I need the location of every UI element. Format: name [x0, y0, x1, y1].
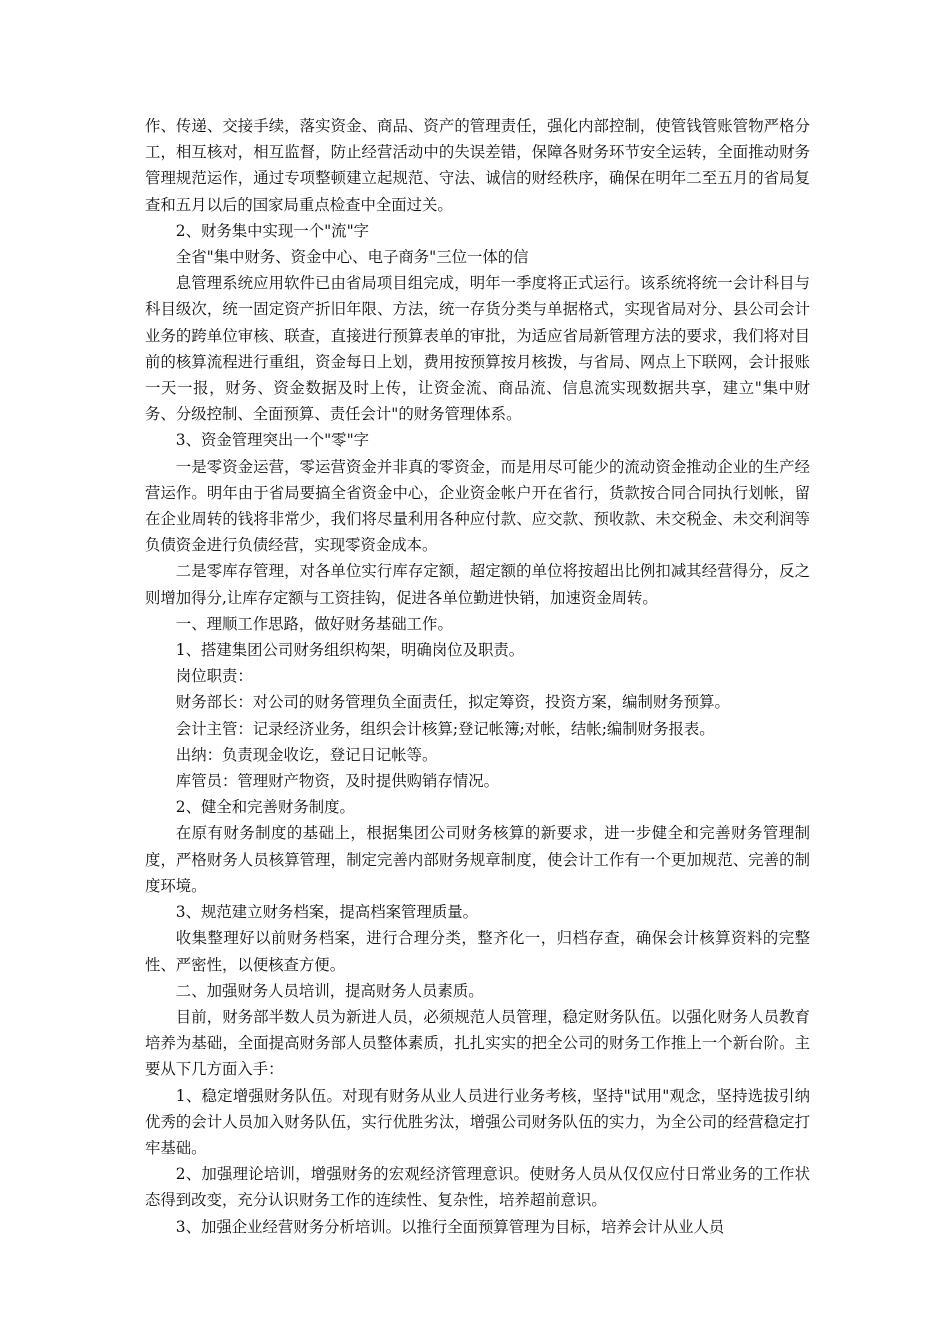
paragraph: 收集整理好以前财务档案，进行合理分类，整齐化一，归档存查，确保会计核算资料的完整性、严密性，以便核查方便。 [145, 929, 810, 974]
paragraph: 出纳：负责现金收讫，登记日记帐等。 [175, 745, 438, 764]
paragraph: 目前，财务部半数人员为新进人员，必须规范人员管理，稳定财务队伍。以强化财务人员教育培养为基础，全面提高财务部人员整体素质，扎扎实实的把全公司的财务工作推上一个新台阶。主要从下几方面入手： [145, 1007, 810, 1079]
paragraph: 全省"集中财务、资金中心、电子商务"三位一体的信 [175, 248, 529, 267]
paragraph: 财务部长：对公司的财务管理负全面责任，拟定筹资，投资方案，编制财务预算。 [175, 693, 730, 712]
paragraph: 2、加强理论培训，增强财务的宏观经济管理意识。使财务人员从仅仅应付日常业务的工作状态得到改变，充分认识财务工作的连续性、复杂性，培养超前意识。 [145, 1165, 810, 1210]
paragraph: 会计主管：记录经济业务，组织会计核算;登记帐簿;对帐，结帐;编制财务报表。 [175, 719, 715, 738]
paragraph: 在原有财务制度的基础上，根据集团公司财务核算的新要求，进一步健全和完善财务管理制度，严格财务人员核算管理，制定完善内部财务规章制度，使会计工作有一个更加规范、完善的制度环境。 [145, 824, 810, 895]
paragraph: 1、搭建集团公司财务组织构架，明确岗位及职责。 [175, 641, 525, 660]
paragraph: 岗位职责： [175, 667, 253, 686]
paragraph: 3、规范建立财务档案，提高档案管理质量。 [175, 903, 479, 922]
paragraph: 一、理顺工作思路，做好财务基础工作。 [175, 614, 453, 633]
paragraph: 1、稳定增强财务队伍。对现有财务从业人员进行业务考核，坚持"试用"观念，坚持选拔引纳优秀的会计人员加入财务队伍，实行优胜劣汰，增强公司财务队伍的实力，为全公司的经营稳定打牢基础。 [145, 1086, 810, 1157]
paragraph: 息管理系统应用软件已由省局项目组完成，明年一季度将正式运行。该系统将统一会计科目与科目级次，统一固定资产折旧年限、方法，统一存货分类与单据格式，实现省局对分、县公司会计业务的跨单位审核、联查，直接进行预算表单的审批，为适应省局新管理方法的要求，我们将对目前的核算流程进行重组，资金每日上划，费用按预算按月核拨，与省局、网点上下联网，会计报账一天一报，财务、资金数据及时上传，让资金流、商品流、信息流实现数据共享，建立"集中财务、分级控制、全面预算、责任会计"的财务管理体系。 [145, 274, 810, 424]
paragraph: 库管员：管理财产物资，及时提供购销存情况。 [175, 772, 500, 791]
paragraph: 3、加强企业经营财务分析培训。以推行全面预算管理为目标，培养会计从业人员 [175, 1217, 725, 1236]
paragraph: 2、财务集中实现一个"流"字 [175, 221, 370, 240]
paragraph: 3、资金管理突出一个"零"字 [175, 431, 370, 450]
paragraph: 作、传递、交接手续，落实资金、商品、资产的管理责任，强化内部控制，使管钱管账管物严格分工，相互核对，相互监督，防止经营活动中的失误差错，保障各财务环节安全运转，全面推动财务管理规范运作，通过专项整顿建立起规范、守法、诚信的财经秩序，确保在明年二至五月的省局复查和五月以后的国家局重点检查中全面过关。 [145, 117, 810, 214]
document-page [145, 113, 810, 1240]
paragraph: 二、加强财务人员培训，提高财务人员素质。 [175, 981, 484, 1000]
paragraph: 2、健全和完善财务制度。 [175, 798, 355, 817]
document-body [145, 113, 810, 1240]
paragraph: 一是零资金运营，零运营资金并非真的零资金，而是用尽可能少的流动资金推动企业的生产经营运作。明年由于省局要搞全省资金中心，企业资金帐户开在省行，货款按合同合同执行划帐，留在企业周转的钱将非常少，我们将尽量利用各种应付款、应交款、预收款、未交税金、未交利润等负债资金进行负债经营，实现零资金成本。 [145, 457, 810, 555]
paragraph: 二是零库存管理，对各单位实行库存定额，超定额的单位将按超出比例扣减其经营得分，反之则增加得分,让库存定额与工资挂钩，促进各单位勤进快销，加速资金周转。 [145, 562, 810, 607]
